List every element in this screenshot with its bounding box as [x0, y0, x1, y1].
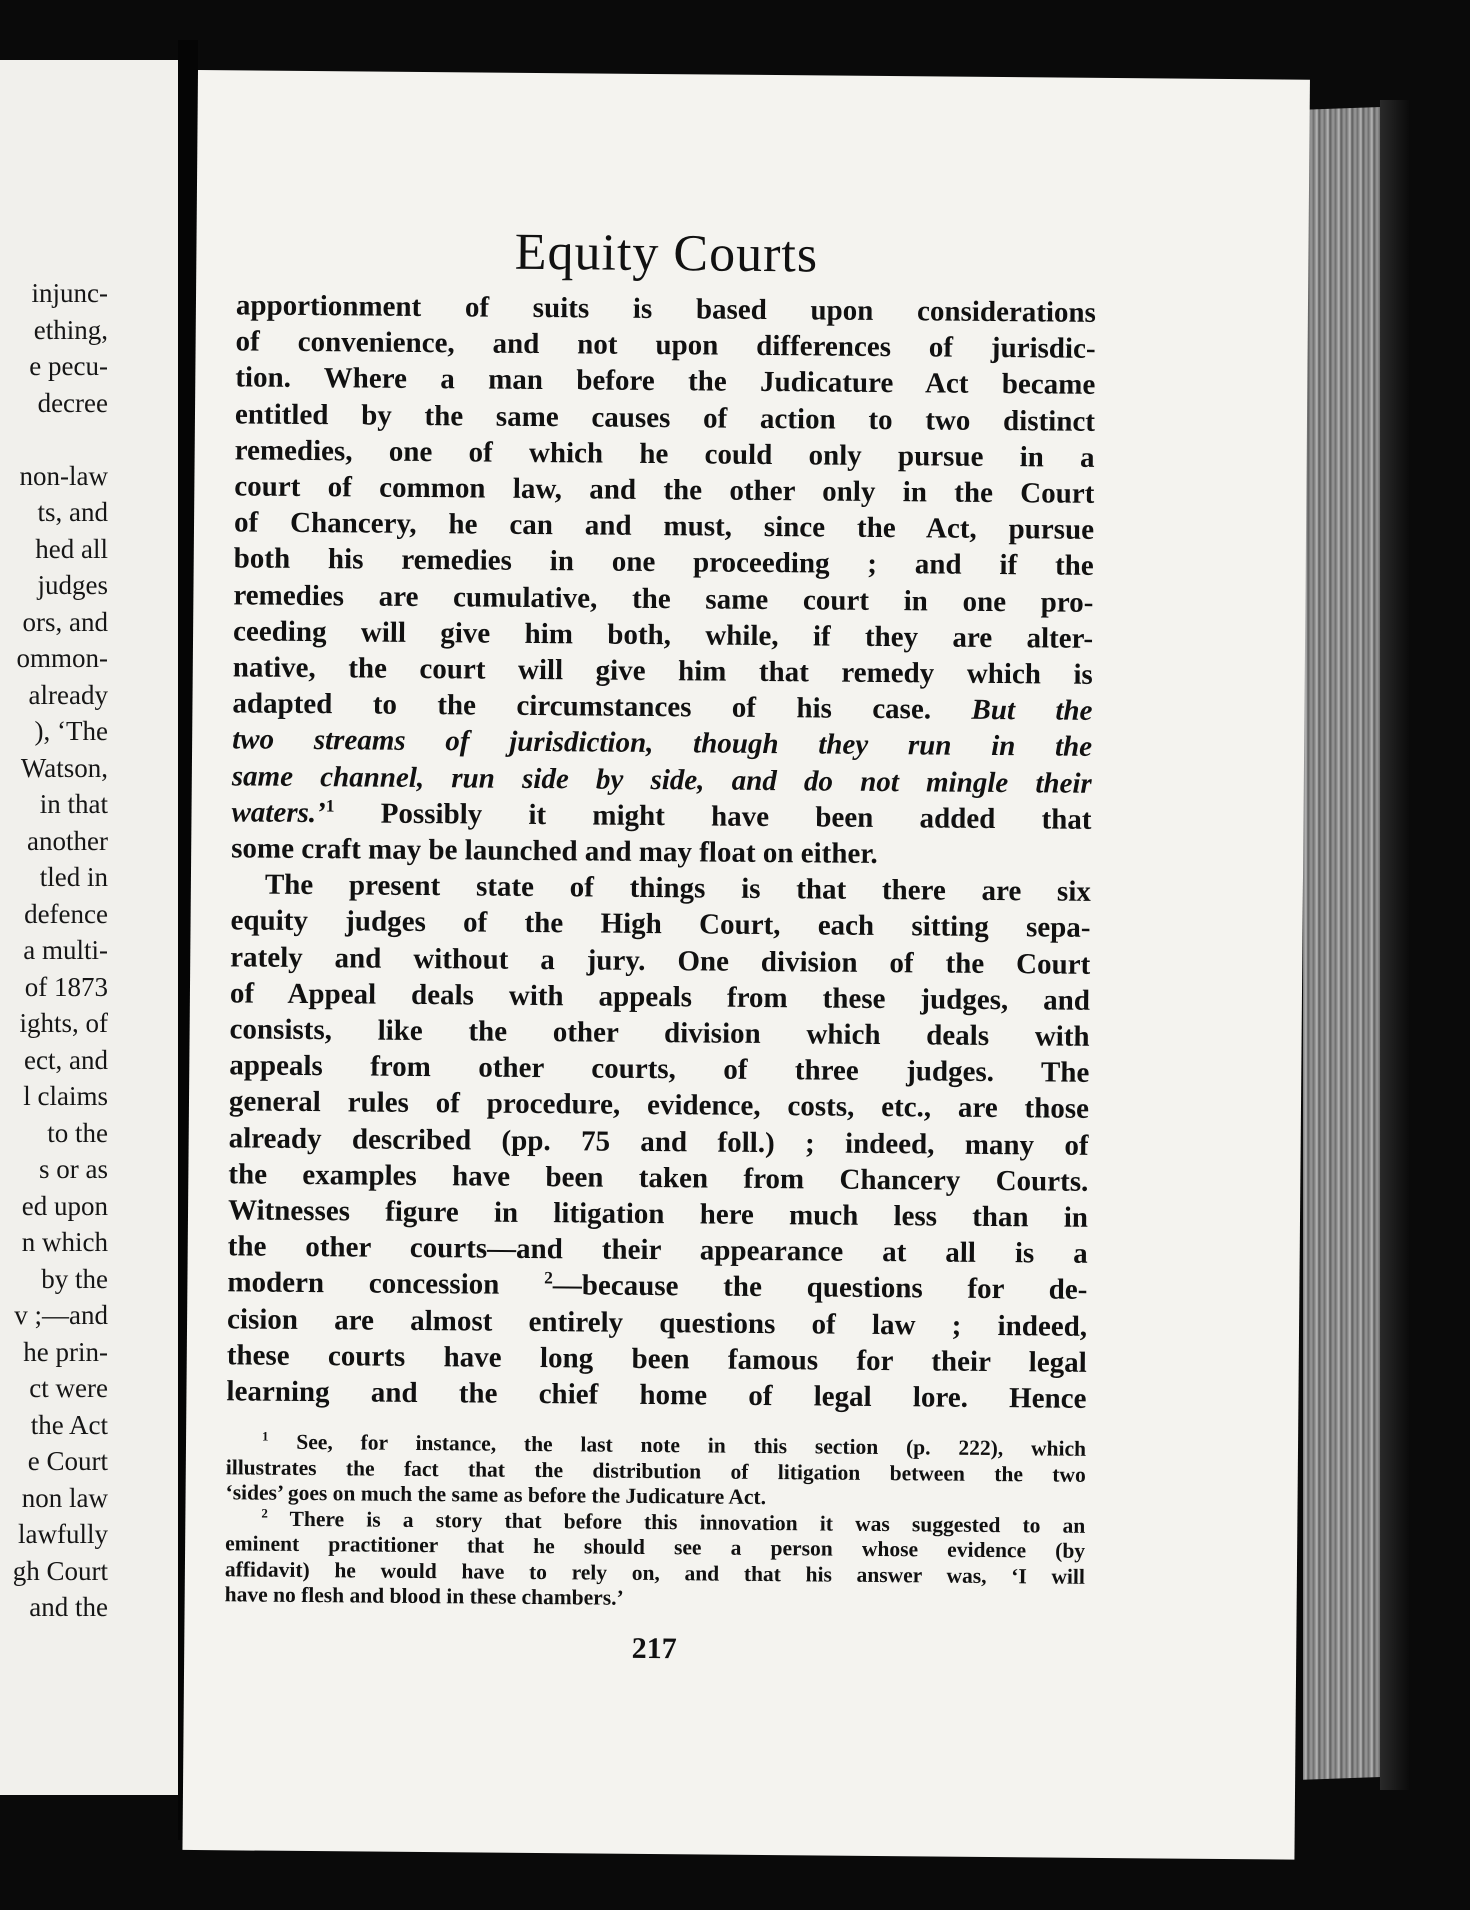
text-line: he prin-: [23, 1336, 108, 1367]
text-line: ething,: [33, 314, 108, 345]
text-line: entitled by the same causes of action to two distinct: [234, 397, 1096, 438]
text-line: some craft may be launched and may float on either.: [231, 832, 878, 871]
italic-quote: same channel, run side by side, and do not mingle their: [231, 759, 1092, 800]
text-segment: Possibly it might have been added that: [334, 797, 1092, 836]
book-edge-shadow: [1380, 100, 1410, 1790]
text-line: ed upon: [21, 1190, 108, 1221]
text-line: ommon-: [16, 643, 108, 673]
current-page: [182, 70, 1309, 1860]
text-line: hed all: [35, 533, 108, 564]
text-line: another: [27, 825, 108, 856]
text-line: rately and without a jury. One division of the Court: [230, 940, 1091, 981]
footnote-line: eminent practitioner that he should see a person whose evidence (by: [225, 1531, 1086, 1564]
text-line: ors, and: [22, 606, 108, 637]
text-line: both his remedies in one proceeding ; and if the: [233, 542, 1094, 583]
text-line: of Chancery, he can and must, since the Act, pursue: [233, 506, 1095, 547]
italic-quote: waters.’: [231, 796, 326, 829]
body-text: [226, 287, 1096, 1417]
text-line: gh Court: [12, 1555, 108, 1586]
text-line: Witnesses figure in litigation here much less than in: [227, 1194, 1089, 1234]
text-line: non-law: [19, 460, 108, 491]
text-line: [0, 421, 108, 458]
page-number: 217: [631, 1631, 677, 1666]
text-line: apportionment of suits is based upon considerations: [235, 289, 1097, 329]
footnote-marker: 2: [261, 1506, 268, 1521]
italic-quote: But the: [971, 694, 1093, 728]
text-line: Watson,: [20, 752, 108, 783]
text-line: ceeding will give him both, while, if they are alter-: [232, 615, 1094, 655]
text-line: ct were: [29, 1373, 108, 1403]
text-line: a multi-: [23, 935, 108, 965]
text-line: of convenience, and not upon differences of jurisdic-: [235, 325, 1096, 366]
previous-page: [0, 60, 188, 1795]
text-line: tion. Where a man before the Judicature Act became: [235, 361, 1096, 402]
text-line: already: [28, 679, 108, 710]
text-line: l claims: [23, 1081, 108, 1111]
text-line: judges: [37, 570, 108, 600]
footnote-line: affidavit) he would have to rely on, and that his answer was, ‘I will: [224, 1557, 1085, 1589]
footnote-ref: 1: [325, 795, 335, 816]
text-line: decree: [37, 387, 108, 418]
text-line: learning and the chief home of legal lore. Hence: [226, 1375, 1087, 1415]
text-line: these courts have long been famous for their legal: [226, 1339, 1087, 1379]
text-line: in that: [39, 789, 108, 819]
text-line: general rules of procedure, evidence, costs, etc., are those: [228, 1085, 1090, 1126]
text-line: of Appeal deals with appeals from these judges, and: [229, 977, 1091, 1017]
page-title: Equity Courts: [514, 223, 819, 284]
text-line: to the: [47, 1117, 108, 1148]
text-line: e pecu-: [29, 351, 108, 381]
italic-quote: two streams of jurisdiction, though they run in the: [232, 723, 1093, 764]
text-line: by the: [41, 1263, 108, 1294]
footnote-ref: 2: [544, 1267, 553, 1288]
text-line: ts, and: [37, 497, 108, 527]
text-line: defence: [24, 898, 108, 929]
footnotes: [225, 1430, 1087, 1616]
text-line: lawfully: [18, 1519, 108, 1549]
text-line: appeals from other courts, of three judges. The: [229, 1049, 1090, 1090]
text-line: of 1873: [24, 971, 108, 1002]
footnote-line: ‘sides’ goes on much the same as before the Judicature Act.: [225, 1480, 767, 1510]
previous-page-text: [0, 275, 108, 1626]
text-segment: —because the questions for de-: [552, 1269, 1088, 1307]
text-line: and the: [29, 1592, 108, 1622]
text-line: s or as: [39, 1154, 108, 1184]
text-line: ights, of: [19, 1008, 108, 1038]
text-line: consists, like the other division which deals with: [229, 1013, 1090, 1053]
text-line: the other courts—and their appearance at all is a: [227, 1230, 1088, 1271]
text-line: The present state of things is that there are six: [264, 868, 1091, 909]
text-line: already described (pp. 75 and foll.) ; indeed, many of: [228, 1121, 1089, 1162]
text-line: injunc-: [31, 278, 108, 308]
page-content: [224, 220, 1097, 1669]
text-line: court of common law, and the other only in the Court: [234, 470, 1095, 510]
footnote-marker: 1: [262, 1429, 269, 1444]
text-line: the examples have been taken from Chancery Courts.: [228, 1158, 1089, 1198]
text-line: native, the court will give him that remedy which is: [232, 651, 1093, 691]
text-segment: modern concession: [227, 1266, 545, 1302]
text-segment: adapted to the circumstances of his case.: [232, 687, 932, 726]
text-segment: There is a story that before this innovation it was suggested to an: [267, 1506, 1086, 1538]
text-line: non law: [21, 1482, 108, 1513]
text-line: ), ‘The: [34, 716, 108, 746]
text-line: remedies, one of which he could only pursue in a: [234, 434, 1095, 474]
text-line: the Act: [30, 1409, 108, 1440]
text-line: n which: [21, 1227, 108, 1257]
text-line: equity judges of the High Court, each sitting sepa-: [230, 904, 1091, 945]
text-line: remedies are cumulative, the same court in one pro-: [233, 578, 1094, 619]
text-line: e Court: [27, 1446, 108, 1476]
footnote-line: have no flesh and blood in these chambers.’: [224, 1582, 624, 1611]
text-line: tled in: [39, 862, 108, 892]
text-line: ect, and: [24, 1044, 108, 1075]
text-line: cision are almost entirely questions of law ; indeed,: [226, 1302, 1088, 1343]
text-line: v ;—and: [14, 1300, 108, 1330]
footnote-line: illustrates the fact that the distribution of litigation between the two: [225, 1455, 1086, 1487]
text-segment: See, for instance, the last note in this section (p. 222), which: [268, 1429, 1087, 1462]
